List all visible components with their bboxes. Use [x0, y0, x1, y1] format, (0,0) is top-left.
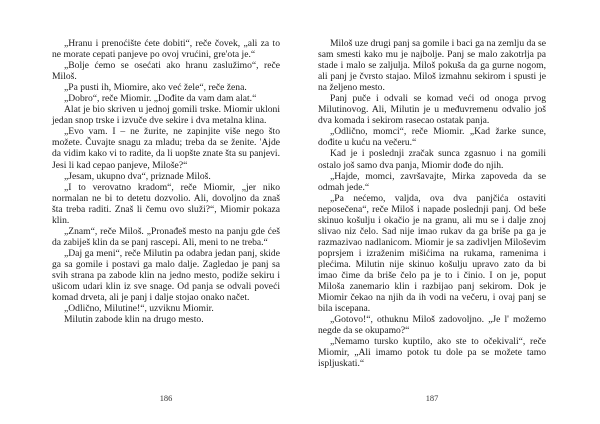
right-page	[318, 38, 546, 424]
paragraph: „I to verovatno kradom“, reče Miomir, „jer niko normalan ne bi to detetu dozvolio. Ali, dovoljno da znaš šta treba raditi. Znaš li čemu ovo služi?“, Miomir pokaza klin.	[52, 181, 280, 226]
paragraph: Milutin zabode klin na drugo mesto.	[64, 314, 204, 326]
paragraph: „Hranu i prenoćište ćete dobiti“, reče čovek, „ali za to ne morate cepati panjeve po ovoj vrućini, gre'ota je.“	[52, 38, 280, 61]
paragraph: Kad je i poslednji zračak sunca zgasnuo i na gomili ostalo još samo dva panja, Miomir dođe do njih.	[318, 148, 546, 171]
page-number: 187	[425, 394, 439, 403]
paragraph: „Odlično, Milutine!“, uzviknu Miomir.	[64, 303, 214, 315]
paragraph: „Bolje ćemo se osećati ako hranu zaslužimo“, reče Miloš.	[52, 60, 280, 83]
paragraph: „Daj ga meni“, reče Milutin pa odabra jedan panj, skide ga sa gomile i postavi ga malo dalje. Zagledao je panj sa svih strana pa zabode klin na jedno mesto, podiže sekiru i ušicom udari klin iz sve snage. Od panja se odvali poveći komad drveta, ali je panj i dalje stojao onako načet.	[52, 247, 280, 304]
paragraph: Miloš uze drugi panj sa gomile i baci ga na zemlju da se sam smesti kako mu je najbolje. Panj se malo zakotrlja pa stade i malo se zaljulja. Miloš pokuša da ga gurne nogom, ali panj je čvrsto stajao. Miloš izmahnu sekirom i spusti je na željeno mesto.	[318, 38, 546, 94]
paragraph: „Nemamo tursko kuptilo, ako ste to očekivali“, reče Miomir, „Ali imamo potok tu dole pa se možete tamo ispljuskati.“	[318, 336, 546, 370]
paragraph: „Znam“, reče Miloš. „Pronađeš mesto na panju gde ćeš da zabiješ klin da se panj rascepi. Ali, meni to ne treba.“	[52, 225, 280, 248]
paragraph: „Dobro“, reče Miomir. „Dođite da vam dam alat.“	[64, 93, 257, 105]
paragraph: Panj puče i odvali se komad veći od onoga prvog Milutinovog. Ali, Milutin je u međuvremenu odvalio još dva komada i sekirom rasecao ostatak panja.	[318, 93, 546, 127]
page-number: 186	[159, 394, 173, 403]
right-page-body	[318, 38, 546, 369]
left-page	[52, 38, 280, 424]
paragraph: „Gotovo!“, othuknu Miloš zadovoljno. „Je l' možemo negde da se okupamo?“	[318, 314, 546, 337]
paragraph: „Pa nećemo, valjda, ova dva panjčića ostaviti neposečena“, reče Miloš i napade poslednji panj. Od beše skinuo košulju i okačio je na granu, ali mu se i dalje znoj slivao niz čelo. Sad nije imao rukav da ga briše pa ga je razmazivao nadlanicom. Miomir je sa zadivljen Miloševim poprsjem i izraženim mišićima na rukama, ramenima i plećima. Milutin nije skinuo košulju upravo zato da bi imao čime da briše čelo pa je to i činio. I on je, poput Miloša zanemario klin i razbijao panj sekirom. Dok je Miomir čekao na njih da ih vodi na večeru, i ovaj panj se bila iscepana.	[318, 192, 546, 315]
paragraph: „Hajde, momci, završavajte, Mirka zapoveda da se odmah jede.“	[318, 170, 546, 193]
paragraph: „Pa pusti ih, Miomire, ako već žele“, reče žena.	[64, 82, 247, 94]
paragraph: Alat je bio skriven u jednoj gomili trske. Miomir ukloni jedan snop trske i izvuče dve sekire i dva metalna klina.	[52, 104, 280, 127]
left-page-body	[52, 38, 280, 325]
paragraph: „Evo vam. I – ne žurite, ne zapinjite više nego što možete. Čuvajte snagu za mladu; treba da se ženite. 'Ajde da vidim kako vi to radite, da li uopšte znate šta su panjevi. Jesi li kad cepao panjeve, Miloše?“	[52, 126, 280, 171]
paragraph: „Odlično, momci“, reče Miomir. „Kad žarke sunce, dođite u kuću na večeru.“	[318, 126, 546, 149]
paragraph: „Jesam, ukupno dva“, priznade Miloš.	[64, 170, 211, 182]
